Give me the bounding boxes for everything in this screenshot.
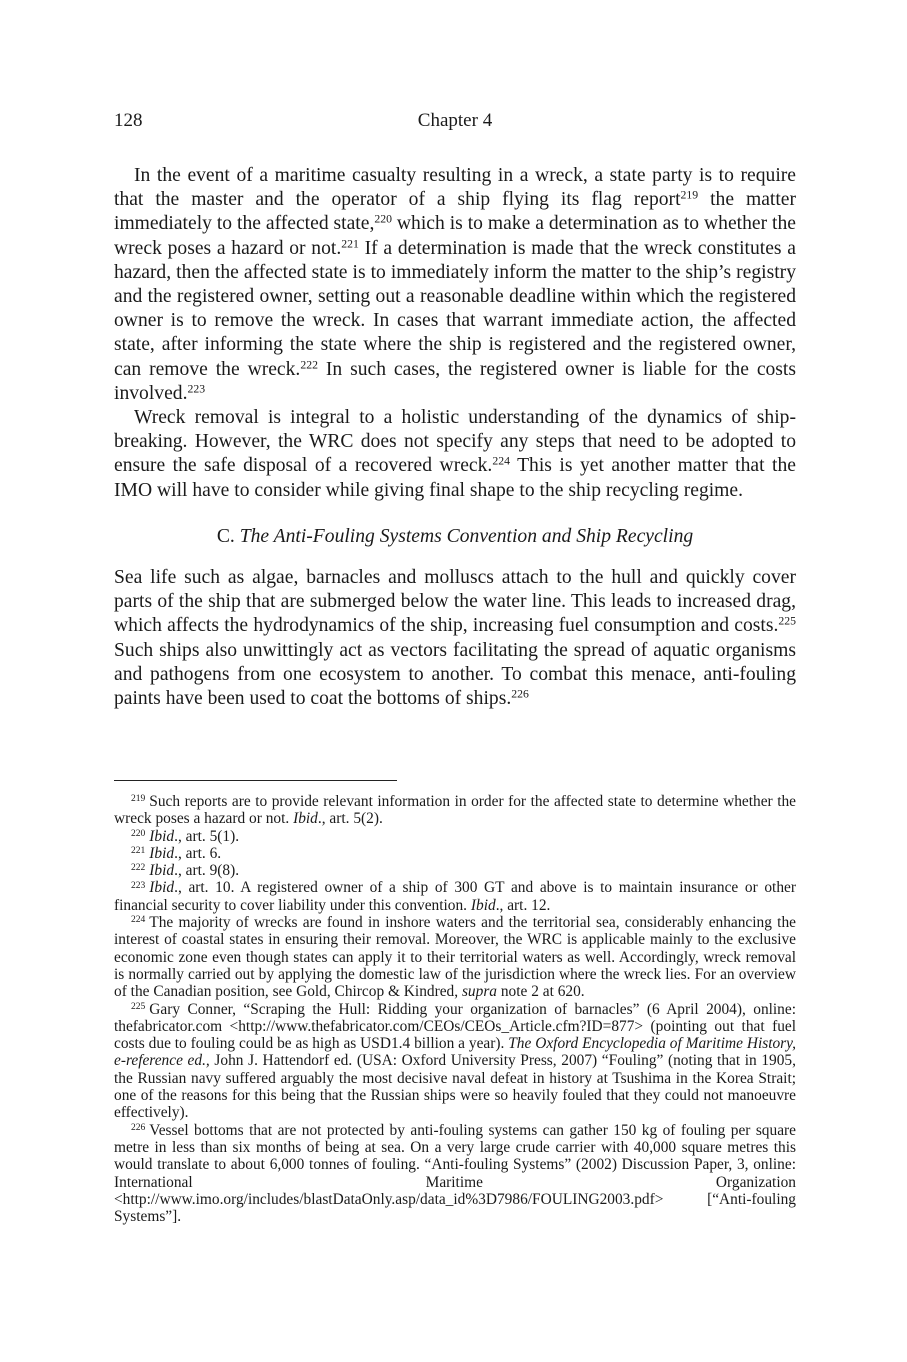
text-run: Such ships also unwittingly act as vectors facilitating the spread of aquatic organisms and pathogens from one ecosystem to another. To combat this menace, anti-fouling paints have been used to coat the bottoms of ships. xyxy=(114,639,796,710)
footnote-number: 223 xyxy=(131,879,146,891)
text-run: note 2 at 620. xyxy=(497,983,585,1001)
text-run: John J. Hattendorf ed. (USA: Oxford University Press, 2007) “Fouling” (noting that in 1905, the Russian navy suffered arguably the most decisive naval defeat in history at Tsushima in the Korea Strait; one of the reasons for this being that the Russian ships were so heavily fouled that they could not manoeuvre effectively). xyxy=(114,1052,796,1122)
footnote-reference[interactable]: 226 xyxy=(511,687,529,701)
chapter-title: Chapter 4 xyxy=(417,110,493,131)
body-paragraph xyxy=(114,164,796,406)
italic-text: supra xyxy=(461,983,498,1001)
text-run: If a determination is made that the wreck constitutes a hazard, then the affected state is to immediately inform the matter to the ship’s registry and the registered owner, setting out a reasonable deadline within which the registered owner is to remove the wreck. In cases that warrant immediate action, the affected state, after informing the state where the ship is registered and the registered owner, can remove the wreck. xyxy=(114,237,796,380)
footnote-220 xyxy=(114,828,796,845)
italic-text: Ibid xyxy=(149,827,175,845)
body-paragraph xyxy=(114,406,796,503)
text-run: Sea life such as algae, barnacles and molluscs attach to the hull and quickly cover parts of the ship that are submerged below the water line. This leads to increased drag, which affects the hydrodynamics of the ship, increasing fuel consumption and costs. xyxy=(114,567,796,637)
text-run: the matter immediately to the affected state, xyxy=(114,189,797,235)
body-text xyxy=(114,164,796,711)
running-head xyxy=(114,110,796,136)
footnote-223 xyxy=(114,879,796,914)
footnote-reference[interactable]: 219 xyxy=(680,188,699,202)
text-run: ., art. 5(2). xyxy=(317,810,383,828)
text-run: Gary Conner, “Scraping the Hull: Ridding your organization of barnacles” (6 April 2004), online: thefabricator.com <http://www.thefabricator.com/CEOs/CEOs_Article.cfm?ID=877> (pointing out that fuel costs due to fouling could be as high as USD1.4 billion a year). xyxy=(114,1000,796,1053)
text-run: ., art. 5(1). xyxy=(174,827,240,845)
text-run: In the event of a maritime casualty resulting in a wreck, a state party is to require that the master and the operator of a ship flying its flag report xyxy=(114,165,796,211)
footnote-reference[interactable]: 225 xyxy=(778,615,796,628)
footnote-reference[interactable]: 221 xyxy=(341,237,359,251)
footnote-number: 226 xyxy=(131,1121,146,1133)
footnote-reference[interactable]: 224 xyxy=(492,454,510,468)
footnote-number: 225 xyxy=(131,1000,146,1012)
footnote-number: 221 xyxy=(131,845,146,857)
section-letter: C. xyxy=(216,525,235,547)
italic-text: The Oxford Encyclopedia of Maritime History, e-reference ed., xyxy=(114,1035,796,1070)
text-run: Wreck removal is integral to a holistic understanding of the dynamics of ship-breaking. However, the WRC does not specify any steps that need to be adopted to ensure the safe disposal of a recovered wreck. xyxy=(114,407,796,477)
section-title: The Anti-Fouling Systems Convention and Ship Recycling xyxy=(239,525,694,547)
footnote-number: 220 xyxy=(131,827,146,839)
text-run: This is yet another matter that the IMO will have to consider while giving final shape to the ship recycling regime. xyxy=(114,455,796,501)
footnote-219 xyxy=(114,793,796,828)
text-run: which is to make a determination as to whether the wreck poses a hazard or not. xyxy=(114,213,796,259)
text-run: In such cases, the registered owner is liable for the costs involved. xyxy=(114,358,797,404)
italic-text: Ibid xyxy=(149,844,175,862)
footnote-222 xyxy=(114,862,796,879)
footnote-number: 224 xyxy=(131,914,146,926)
footnote-number: 219 xyxy=(131,793,146,805)
footnote-224 xyxy=(114,914,796,1000)
italic-text: Ibid xyxy=(149,862,175,880)
footnote-separator xyxy=(114,780,397,781)
italic-text: Ibid xyxy=(470,896,496,914)
text-run: ., art. 6. xyxy=(174,844,222,862)
text-run: The majority of wrecks are found in inshore waters and the territorial sea, considerably enhancing the interest of coastal states in ensuring their removal. Moreover, the WRC is applicable mainly to the exclusive economic zone even though states can apply it to their territorial waters as well. Accordingly, wreck removal is normally carried out by applying the domestic law of the jurisdiction where the wreck lies. For an overview of the Canadian position, see Gold, Chircop & Kindred, xyxy=(114,914,796,1001)
text-run: ., art. 12. xyxy=(495,896,551,914)
page-number: 128 xyxy=(114,110,143,131)
text-run: ., art. 9(8). xyxy=(174,862,240,880)
footnote-221 xyxy=(114,845,796,862)
section-heading xyxy=(114,525,796,549)
footnote-number: 222 xyxy=(131,862,146,874)
footnotes xyxy=(114,793,796,1225)
footnote-226 xyxy=(114,1122,796,1226)
italic-text: Ibid xyxy=(149,879,175,897)
text-run: Such reports are to provide relevant information in order for the affected state to determine whether the wreck poses a hazard or not. xyxy=(114,793,796,828)
body-paragraph xyxy=(114,566,796,711)
footnote-225 xyxy=(114,1001,796,1122)
footnote-reference[interactable]: 220 xyxy=(374,212,392,226)
text-run: ., art. 10. A registered owner of a ship of 300 GT and above is to maintain insurance or other financial security to cover liability under this convention. xyxy=(114,879,796,914)
footnote-reference[interactable]: 223 xyxy=(187,382,206,396)
italic-text: Ibid xyxy=(293,810,318,828)
text-run: Vessel bottoms that are not protected by anti-fouling systems can gather 150 kg of fouling per square metre in less than six months of being at sea. On a very large crude carrier with 40,000 square metres this would translate to about 6,000 tonnes of fouling. “Anti-fouling Systems” (2002) Discussion Paper, 3, online: International Maritime Organization <http://www.imo.org/includes/blastDataOnly.asp/data_id%3D7986/FOULING2003.pdf> [“Anti-fouling Systems”]. xyxy=(114,1121,796,1226)
footnote-reference[interactable]: 222 xyxy=(300,358,318,372)
